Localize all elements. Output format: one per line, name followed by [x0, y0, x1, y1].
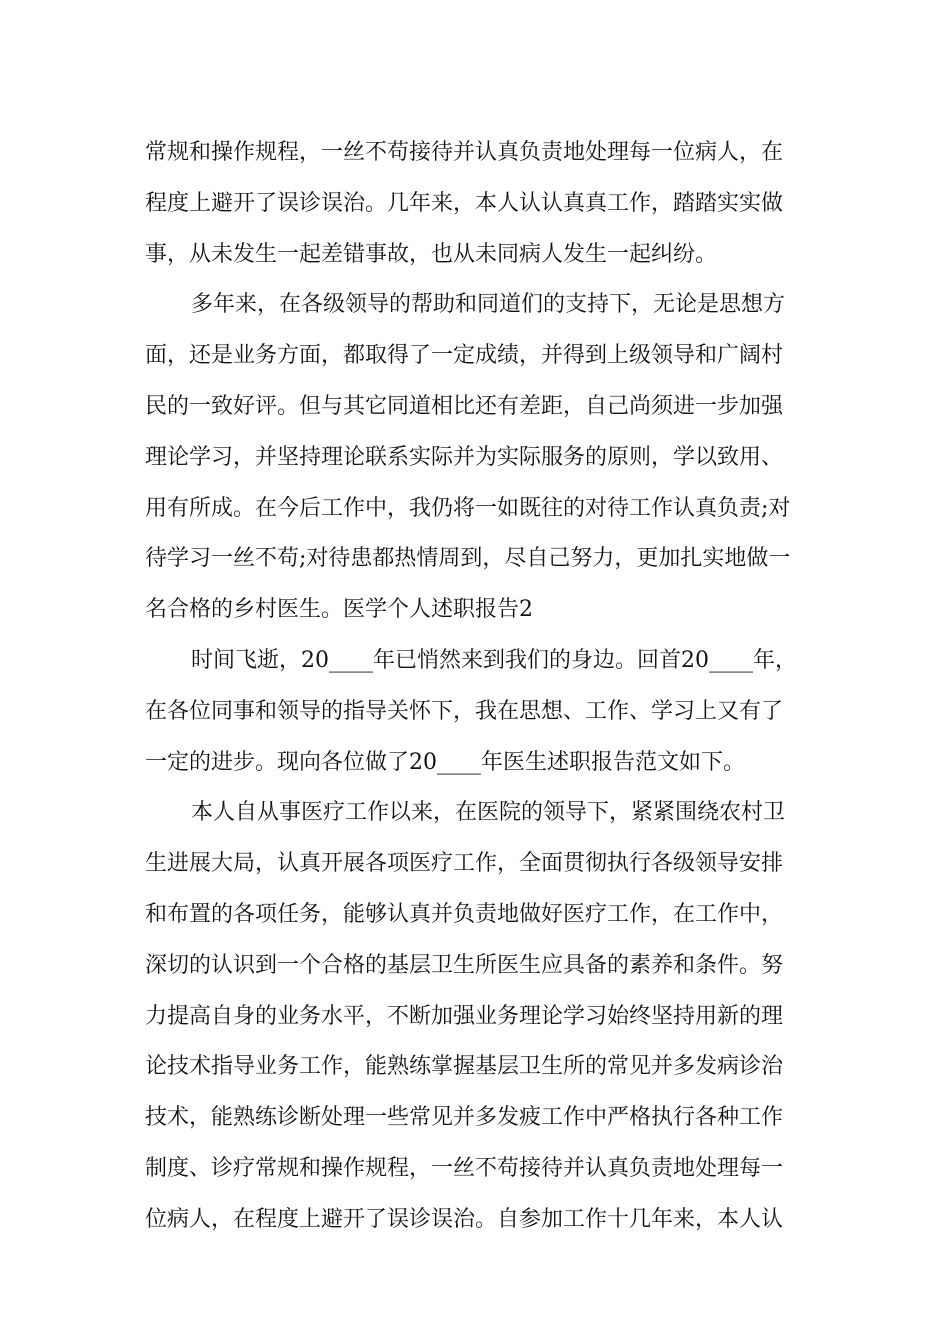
text-line: 在各位同事和领导的指导关怀下，我在思想、工作、学习上又有了	[145, 698, 784, 724]
text-line: 面，还是业务方面，都取得了一定成绩，并得到上级领导和广阔村	[145, 343, 784, 369]
text-line: 时间飞逝，20____年已悄然来到我们的身边。回首20____年，	[191, 647, 797, 673]
text-line: 一定的进步。现向各位做了20____年医生述职报告范文如下。	[145, 749, 745, 775]
text-line: 生进展大局，认真开展各项医疗工作，全面贯彻执行各级领导安排	[145, 851, 784, 877]
text-line: 常规和操作规程，一丝不苟接待并认真负责地处理每一位病人，在	[145, 140, 784, 165]
text-line: 和布置的各项任务，能够认真并负责地做好医疗工作，在工作中，	[145, 901, 784, 927]
text-line: 民的一致好评。但与其它同道相比还有差距，自己尚须进一步加强	[145, 393, 784, 419]
text-line: 事，从未发生一起差错事故，也从未同病人发生一起纠纷。	[145, 241, 718, 267]
text-line: 制度、诊疗常规和操作规程，一丝不苟接待并认真负责地处理每一	[145, 1155, 784, 1181]
text-line: 程度上避开了误诊误治。几年来，本人认认真真工作，踏踏实实做	[145, 190, 784, 216]
text-line: 论技术指导业务工作，能熟练掌握基层卫生所的常见并多发病诊治	[145, 1054, 784, 1080]
text-line: 名合格的乡村医生。医学个人述职报告2	[145, 597, 533, 623]
text-line: 用有所成。在今后工作中，我仍将一如既往的对待工作认真负责;对	[145, 495, 791, 521]
body-text	[145, 128, 810, 1246]
text-line: 力提高自身的业务水平，不断加强业务理论学习始终坚持用新的理	[145, 1003, 784, 1029]
text-line: 理论学习，并坚持理论联系实际并为实际服务的原则，学以致用、	[145, 444, 784, 470]
text-line: 待学习一丝不苟;对待患都热情周到，尽自己努力，更加扎实地做一	[145, 546, 791, 572]
text-line: 位病人，在程度上避开了误诊误治。自参加工作十几年来，本人认	[145, 1206, 784, 1232]
text-line: 本人自从事医疗工作以来，在医院的领导下，紧紧围绕农村卫	[191, 800, 786, 826]
text-line: 技术，能熟练诊断处理一些常见并多发疲工作中严格执行各种工作	[145, 1105, 784, 1131]
text-line: 多年来，在各级领导的帮助和同道们的支持下，无论是思想方	[191, 292, 786, 318]
text-line: 深切的认识到一个合格的基层卫生所医生应具备的素养和条件。努	[145, 952, 784, 978]
